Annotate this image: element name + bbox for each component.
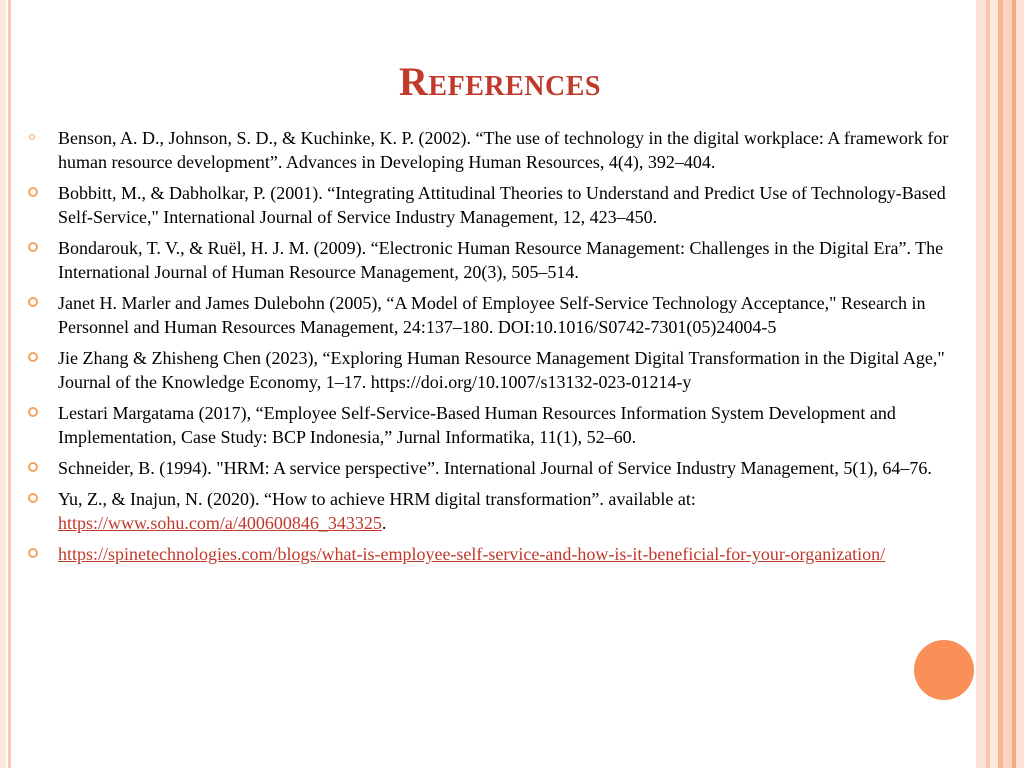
reference-text: Lestari Margatama (2017), “Employee Self-Service-Based Human Resources Information System Development and Implementation, Case Study: BCP Indonesia,” Jurnal Informatika, 11(1), 52–60.: [58, 403, 896, 447]
reference-item: [22, 236, 972, 284]
right-stripes-decoration: [976, 0, 1024, 768]
reference-item: [22, 456, 972, 480]
references-list: [22, 126, 972, 573]
reference-item: [22, 542, 972, 566]
reference-text: Schneider, B. (1994). "HRM: A service perspective”. International Journal of Service Industry Management, 5(1), 64–76.: [58, 458, 932, 478]
circle-bullet-icon: [28, 493, 38, 503]
reference-text: Janet H. Marler and James Dulebohn (2005), “A Model of Employee Self-Service Technology Acceptance," Research in Personnel and Human Resources Management, 24:137–180. DOI:10.1016/S0742-7301(05)24004-5: [58, 293, 926, 337]
left-border-decoration: [0, 0, 6, 768]
reference-text: Benson, A. D., Johnson, S. D., & Kuchinke, K. P. (2002). “The use of technology in the digital workplace: A framework for human resource development”. Advances in Developing Human Resources, 4(4), 392–404.: [58, 128, 949, 172]
decorative-circle: [914, 640, 974, 700]
circle-bullet-icon: [28, 187, 38, 197]
reference-text: Jie Zhang & Zhisheng Chen (2023), “Exploring Human Resource Management Digital Transformation in the Digital Age," Journal of the Knowledge Economy, 1–17. https://doi.org/10.1007/s13132-023-01214-y: [58, 348, 945, 392]
reference-item: [22, 401, 972, 449]
left-border-line: [8, 0, 11, 768]
reference-link-spinetechnologies[interactable]: https://spinetechnologies.com/blogs/what-is-employee-self-service-and-how-is-it-beneficial-for-your-organization/: [58, 544, 886, 564]
circle-bullet-icon: [28, 242, 38, 252]
reference-item: [22, 291, 972, 339]
circle-bullet-icon: [28, 352, 38, 362]
circle-bullet-icon: [28, 462, 38, 472]
reference-link-sohu[interactable]: https://www.sohu.com/a/400600846_343325: [58, 513, 382, 533]
circle-bullet-icon: [28, 548, 38, 558]
reference-text: Yu, Z., & Inajun, N. (2020). “How to achieve HRM digital transformation”. available at:: [58, 489, 696, 509]
reference-item: [22, 181, 972, 229]
reference-item: [22, 126, 972, 174]
reference-item: [22, 346, 972, 394]
circle-bullet-icon: [28, 407, 38, 417]
reference-text: Bobbitt, M., & Dabholkar, P. (2001). “Integrating Attitudinal Theories to Understand and Predict Use of Technology-Based Self-Service," International Journal of Service Industry Management, 12, 423–450.: [58, 183, 946, 227]
reference-item: [22, 487, 972, 535]
page-title: References: [399, 59, 601, 104]
circle-bullet-icon: [29, 134, 35, 140]
reference-suffix: .: [381, 513, 387, 533]
circle-bullet-icon: [28, 297, 38, 307]
reference-text: Bondarouk, T. V., & Ruël, H. J. M. (2009). “Electronic Human Resource Management: Challenges in the Digital Era”. The International Journal of Human Resource Management, 20(3), 505–514.: [58, 238, 944, 282]
